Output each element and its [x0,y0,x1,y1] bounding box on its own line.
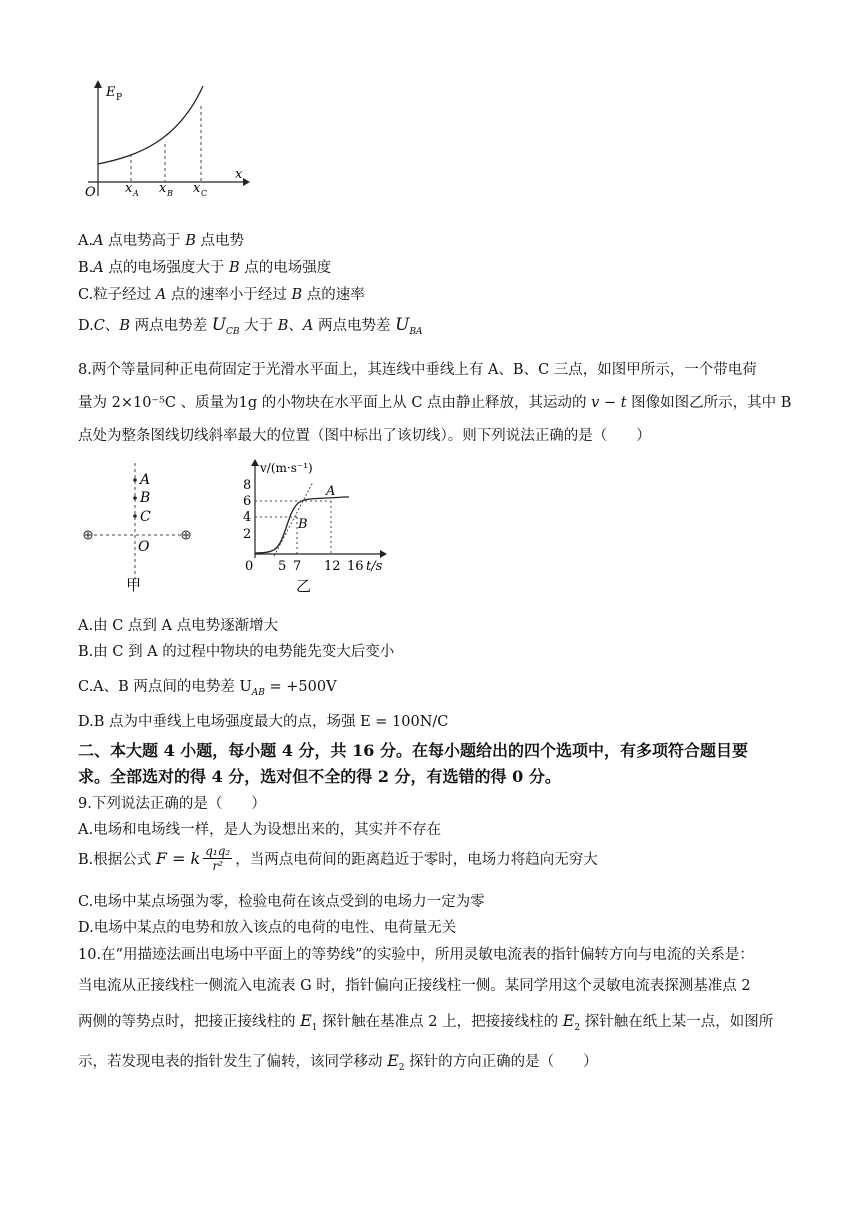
q8-option-d: D.B 点为中垂线上电场强度最大的点，场强 E = 100N/C [78,714,449,730]
q8-charge: 2×10⁻⁵C [111,395,176,411]
coulomb-fraction: $\frac{\text{q₁q₂}}{\text{r²}}$ [205,844,231,873]
q10-line3: 两侧的等势点时，把接正接线柱的 $E_1$ 探针触在基准点 2 上，把接接线柱的 $E_2$ 探针触在纸上某一点，如图所 [78,1011,774,1033]
yi-y-label: v/(m·s⁻¹) [260,461,313,475]
yi-ytick-8: 8 [243,478,252,493]
q9-option-d: D.电场中某点的电势和放入该点的电荷的电性、电荷量无关 [78,920,457,936]
ep-tick-xb: x [159,181,167,196]
jia-point-a: A [140,472,151,488]
ep-y-sub: P [116,93,123,103]
q8-stem-line1: 8.两个等量同种正电荷固定于光滑水平面上，其连线中垂线上有 A、B、C 三点，如图甲所示，一个带电荷 [78,362,757,378]
ep-origin: O [85,185,96,200]
yi-xtick-16: 16 [347,559,364,574]
yi-point-a: A [326,484,336,499]
q9-option-a: A.电场和电场线一样，是人为设想出来的，其实并不存在 [78,822,442,838]
jia-point-o: O [138,539,150,555]
q8-option-b: B.由 C 到 A 的过程中物块的电势能先变大后变小 [78,644,395,660]
q9-option-c: C.电场中某点场强为零，检验电荷在该点受到的电场力一定为零 [78,894,485,910]
yi-caption: 乙 [296,577,312,595]
section2-heading-line2: 求。全部选对的得 4 分，选对但不全的得 2 分，有选错的得 0 分。 [78,767,561,786]
ep-x-label: x [235,167,243,182]
yi-point-b: B [298,517,308,532]
ep-tick-xa: x [125,181,133,196]
q8-stem-line3: 点处为整条图线切线斜率最大的位置（图中标出了该切线）。则下列说法正确的是（ ） [78,428,651,444]
yi-xtick-12: 12 [324,559,341,574]
ep-tick-xb-sub: B [167,189,173,198]
yi-ytick-2: 2 [243,527,252,542]
ep-x-graph [78,76,253,206]
yi-ytick-4: 4 [243,510,252,525]
q7-option-d: D.C、B 两点电势差 $U_{CB}$ 大于 B、A 两点电势差 $U_{BA}$ [78,315,423,337]
yi-ytick-6: 6 [243,494,252,509]
section2-heading-line1: 二、本大题 4 小题，每小题 4 分，共 16 分。在每小题给出的四个选项中，有多项符合题目要 [78,741,748,760]
yi-x-label: t/s [366,559,383,574]
q7-option-a: A.A 点电势高于 B 点电势 [78,233,245,249]
jia-point-b: B [140,490,151,506]
q8-option-a: A.由 C 点到 A 点电势逐渐增大 [78,618,279,634]
jia-point-c: C [140,509,151,525]
ep-y-label: E [106,85,116,100]
yi-xtick-0: 0 [245,559,254,574]
q7-option-b: B.A 点的电场强度大于 B 点的电场强度 [78,260,332,276]
q10-line1: 10.在“用描迹法画出电场中平面上的等势线”的实验中，所用灵敏电流表的指针偏转方向与电流的关系是： [78,947,754,963]
q8-stem-line2: 量为 2×10⁻⁵C 、质量为1g 的小物块在水平面上从 C 点由静止释放，其运动的 v − t 图像如图乙所示，其中 B [78,395,792,411]
q9-option-b: B.根据公式 F = k $\frac{\text{q₁q₂}}{\text{r²}}$ ，当两点电荷间的距离趋近于零时，电场力将趋向无穷大 [78,844,598,873]
yi-xtick-7: 7 [293,559,302,574]
q8-mass: 1g [238,395,258,411]
yi-xtick-5: 5 [278,559,287,574]
ep-tick-xc: x [193,181,201,196]
jia-caption: 甲 [126,576,142,593]
fig-yi [240,458,400,598]
q9-stem: 9.下列说法正确的是（ ） [78,796,266,812]
q8-option-c: C.A、B 两点间的电势差 $U_{AB} = +500V$ [78,679,337,698]
ep-tick-xa-sub: A [133,189,139,198]
fig-jia [78,458,198,593]
q7-option-c: C.粒子经过 A 点的速率小于经过 B 点的速率 [78,287,365,303]
coulomb-formula-lhs: F = k [155,849,201,868]
ep-tick-xc-sub: C [201,189,208,198]
q10-line4: 示，若发现电表的指针发生了偏转，该同学移动 $E_2$ 探针的方向正确的是（ ） [78,1051,598,1073]
q10-line2: 当电流从正接线柱一侧流入电流表 G 时，指针偏向正接线柱一侧。某同学用这个灵敏电流表探测基准点 2 [78,978,751,994]
